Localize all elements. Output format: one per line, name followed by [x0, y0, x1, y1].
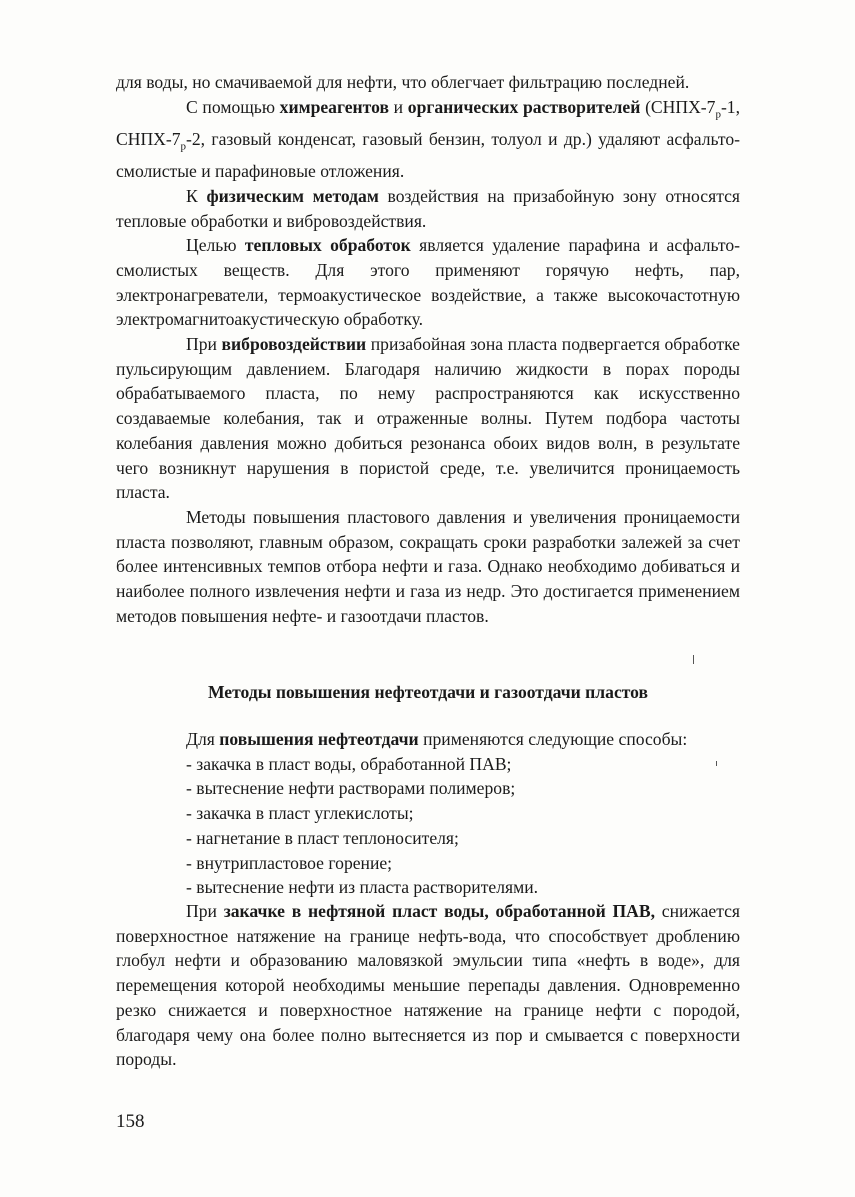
bold-term: закачке в нефтяной пласт воды, обработанной ПАВ, — [223, 901, 656, 921]
paragraph-surfactant — [116, 899, 740, 1072]
text-run: Методы повышения пластового давления и увеличения проницаемости пласта позволяют, главным образом, сокращать сроки разработки залежей за счет более интенсивных темпов отбора нефти и газа. Однако необходимо добиваться и наиболее полного извлечения нефти и газа из недр. Это достигается применением методов повышения нефте- и газоотдачи пластов. — [116, 506, 740, 626]
bold-term: органических растворителей — [407, 96, 641, 117]
bold-term: повышения нефтеотдачи — [219, 729, 419, 749]
paragraph-methods — [116, 505, 740, 629]
scan-mark — [716, 761, 717, 766]
list-intro — [186, 727, 776, 752]
list-item: - внутрипластовое горение; — [186, 852, 393, 873]
lower-text-block — [116, 899, 740, 1072]
scan-mark — [693, 655, 694, 664]
paragraph-continuation — [116, 70, 740, 95]
text-run: для воды, но смачиваемой для нефти, что облегчает фильтрацию последней. — [116, 72, 690, 92]
bold-term: тепловых обработок — [244, 235, 411, 256]
text-run: Целью — [186, 235, 245, 256]
text-run: применяются следующие способы: — [418, 729, 688, 749]
text-run: является удаление парафина и асфальто-смолистых веществ. Для этого применяют горячую нефть, пар, электронагреватели, термоакустическое воздействие, а также высокочастотную электромагнитоакустическую обработку. — [116, 235, 740, 330]
methods-list — [186, 727, 776, 900]
text-run: призабойная зона пласта подвергается обработке пульсирующим давлением. Благодаря наличию жидкости в порах породы обрабатываемого пласта, по нему распространяются как искусственно создаваемые колебания, так и отраженные волны. Путем подбора частоты колебания давления можно добиться резонанса обоих видов волн, в результате чего возникнут нарушения в пористой среде, т.е. увеличится проницаемость пласта. — [116, 334, 740, 503]
paragraph-chemical — [116, 95, 740, 184]
list-item: - закачка в пласт воды, обработанной ПАВ; — [186, 753, 512, 774]
bold-term: вибровоздействии — [221, 334, 367, 355]
paragraph-vibration — [116, 332, 740, 505]
text-run: С помощью — [186, 96, 280, 117]
subscript: р — [715, 108, 721, 121]
bold-term: физическим методам — [206, 185, 379, 206]
paragraph-physical — [116, 184, 740, 233]
subscript: р — [180, 140, 187, 153]
section-heading: Методы повышения нефтеотдачи и газоотдачи пластов — [207, 682, 649, 702]
text-run: (СНПХ-7 — [640, 96, 716, 117]
text-run: -2, газовый конденсат, газовый бензин, толуол и др.) удаляют асфальто-смолистые и парафиновые отложения. — [116, 128, 740, 182]
paragraph-thermal — [116, 233, 740, 332]
text-run: Для — [186, 729, 220, 749]
list-item: - нагнетание в пласт теплоносителя; — [186, 827, 459, 848]
text-run: и — [388, 96, 408, 117]
list-item: - вытеснение нефти растворами полимеров; — [186, 778, 516, 799]
text-run: При — [186, 901, 224, 921]
list-item: - закачка в пласт углекислоты; — [186, 803, 414, 824]
bold-term: химреагентов — [279, 96, 389, 117]
text-run: К — [186, 185, 207, 206]
upper-text-block — [116, 70, 740, 629]
text-run: При — [186, 334, 222, 355]
text-run: -1, СНПХ-7 — [116, 96, 741, 149]
text-run: воздействия на призабойную зону относятся тепловые обработки и вибровоздействия. — [116, 185, 740, 231]
page-number: 158 — [116, 1111, 145, 1132]
list-item: - вытеснение нефти из пласта растворителями. — [186, 877, 539, 898]
text-run: снижается поверхностное натяжение на границе нефть-вода, что способствует дроблению глобул нефти и образованию маловязкой эмульсии типа «нефть в воде», для перемещения которой необходимы меньшие перепады давления. Одновременно резко снижается и поверхностное натяжение на границе нефти с породой, благодаря чему она более полно вытесняется из пор и смывается с поверхности породы. — [116, 901, 740, 1070]
